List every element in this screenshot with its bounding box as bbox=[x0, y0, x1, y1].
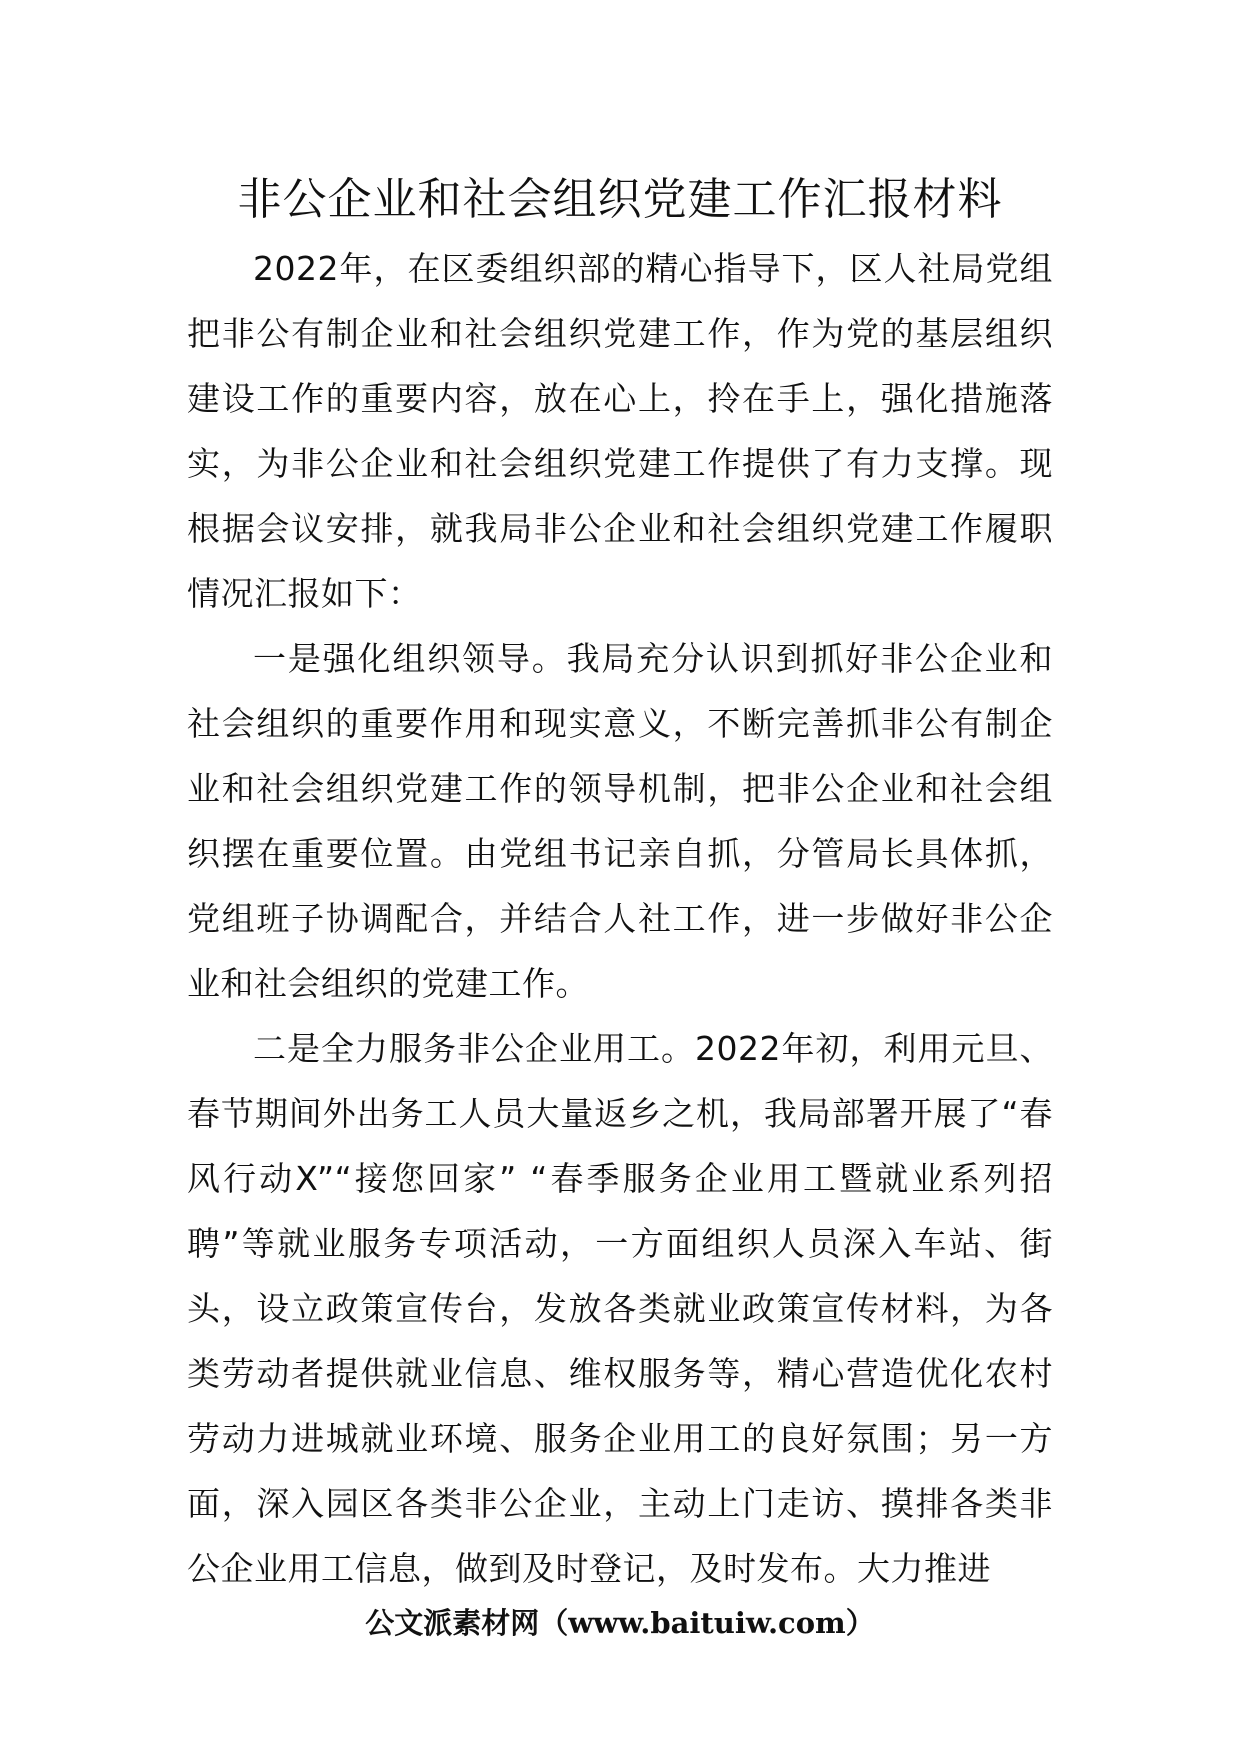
paragraph-employment-service: 二是全力服务非公企业用工。2022年初，利用元旦、春节期间外出务工人员大量返乡之机，我局部署开展了“春风行动X”“接您回家” “春季服务企业用工暨就业系列招聘”等就业服务专项活动，一方面组织人员深入车站、街头，设立政策宣传台，发放各类就业政策宣传材料，为各类劳动者提供就业信息、维权服务等，精心营造优化农村劳动力进城就业环境、服务企业用工的良好氛围；另一方面，深入园区各类非公企业，主动上门走访、摸排各类非公企业用工信息，做到及时登记，及时发布。大力推进 bbox=[187, 1029, 1053, 1588]
footer-watermark: 公文派素材网（www.baituiw.com） bbox=[365, 1606, 875, 1640]
paragraph-intro: 2022年，在区委组织部的精心指导下，区人社局党组把非公有制企业和社会组织党建工作，作为党的基层组织建设工作的重要内容，放在心上，拎在手上，强化措施落实，为非公企业和社会组织党建工作提供了有力支撑。现根据会议安排，就我局非公企业和社会组织党建工作履职情况汇报如下： bbox=[187, 249, 1053, 613]
document-body bbox=[187, 236, 1053, 1601]
document-title: 非公企业和社会组织党建工作汇报材料 bbox=[237, 174, 1003, 225]
paragraph-organization-leadership: 一是强化组织领导。我局充分认识到抓好非公企业和社会组织的重要作用和现实意义，不断完善抓非公有制企业和社会组织党建工作的领导机制，把非公企业和社会组织摆在重要位置。由党组书记亲自抓，分管局长具体抓，党组班子协调配合，并结合人社工作，进一步做好非公企业和社会组织的党建工作。 bbox=[187, 639, 1053, 1003]
